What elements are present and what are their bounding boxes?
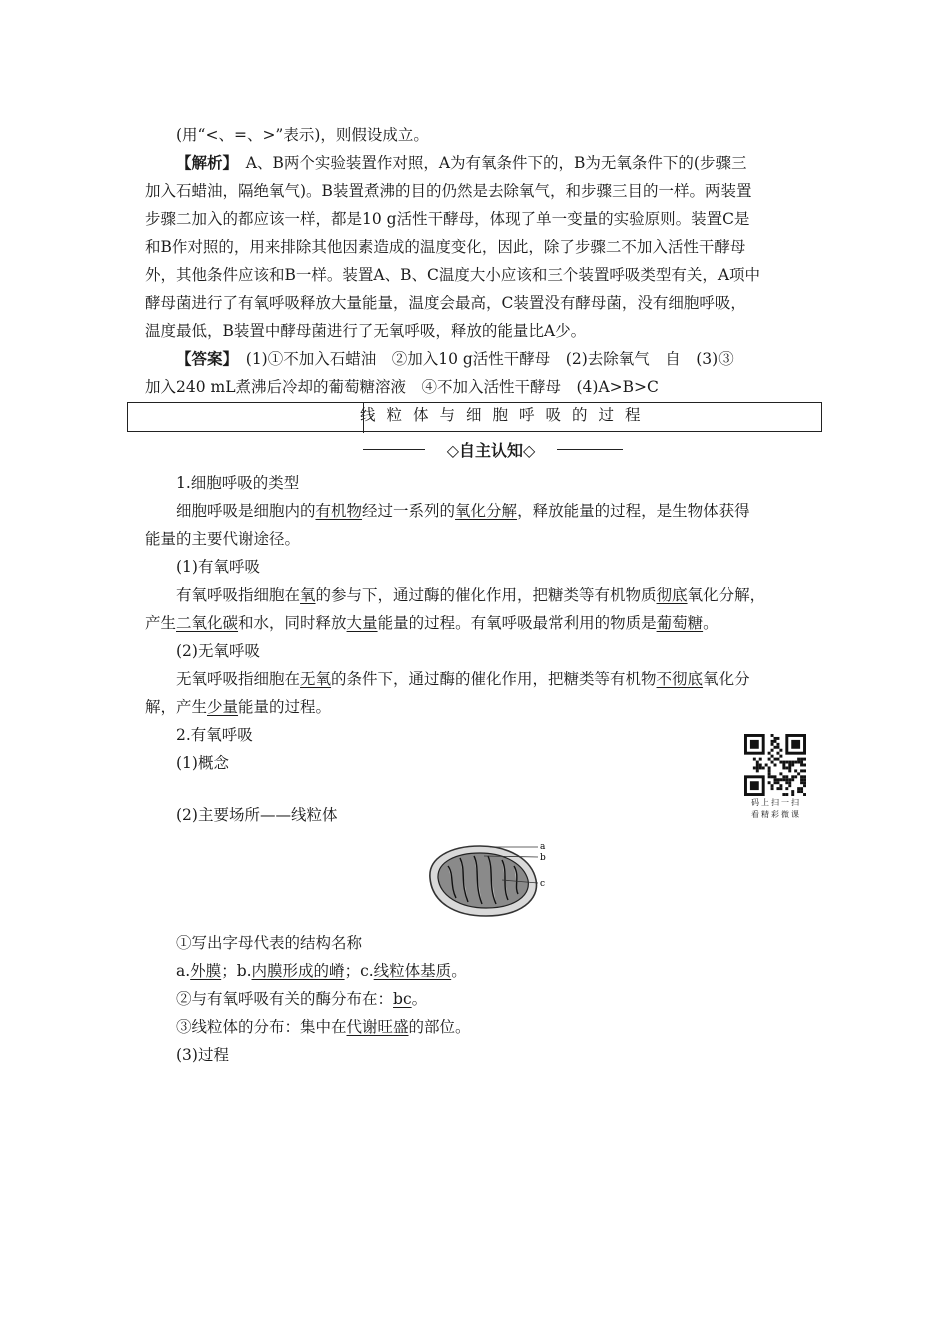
qr-module — [785, 778, 788, 781]
analysis-line: 【解析】 A、B两个实验装置作对照，A为有氧条件下的，B为无氧条件下的(步骤三 — [176, 154, 747, 172]
band-rule-left — [363, 449, 425, 450]
fill-blank: 不彻底 — [656, 670, 704, 688]
qr-module — [768, 781, 771, 784]
qr-module — [768, 766, 771, 769]
qr-module — [803, 775, 806, 778]
question-line: ②与有氧呼吸有关的酶分布在：bc。 — [176, 990, 428, 1008]
qr-module — [774, 781, 777, 784]
qr-module — [803, 758, 806, 761]
qr-module — [774, 775, 777, 778]
anaerobic-line: 解，产生少量能量的过程。 — [145, 698, 332, 716]
qr-module — [788, 766, 791, 769]
qr-module — [776, 787, 779, 790]
aerobic-line: 产生二氧化碳和水，同时释放大量能量的过程。有氧呼吸最常利用的物质是葡萄糖。 — [145, 614, 719, 632]
qr-module — [771, 755, 774, 758]
qr-module — [774, 746, 777, 749]
analysis-line: 温度最低，B装置中酵母菌进行了无氧呼吸，释放的能量比A少。 — [145, 322, 587, 340]
fig-label-b: b — [540, 853, 546, 863]
band-rule-right — [557, 449, 623, 450]
qr-module — [791, 778, 794, 781]
qr-module — [768, 769, 771, 772]
definition-line: 能量的主要代谢途径。 — [145, 530, 301, 548]
anaerobic-line: 无氧呼吸指细胞在无氧的条件下，通过酶的催化作用，把糖类等有机物不彻底氧化分 — [176, 670, 750, 688]
qr-module — [762, 766, 765, 769]
qr-module — [800, 781, 803, 784]
qr-module — [800, 790, 803, 793]
qr-module — [776, 758, 779, 761]
qr-module — [776, 778, 779, 781]
band-label: ◇自主认知◇ — [446, 441, 536, 460]
question-line: ①写出字母代表的结构名称 — [176, 934, 363, 952]
qr-module — [765, 764, 768, 767]
analysis-line: 外，其他条件应该和B一样。装置A、B、C温度大小应该和三个装置呼吸类型有关，A项中 — [145, 266, 761, 284]
fill-blank: 外膜 — [190, 962, 222, 980]
qr-module — [803, 781, 806, 784]
qr-module — [785, 793, 788, 796]
qr-module — [794, 761, 797, 764]
qr-module — [800, 778, 803, 781]
subsection-title: (3)过程 — [176, 1046, 229, 1064]
qr-module — [768, 772, 771, 775]
qr-module — [776, 781, 779, 784]
qr-module — [782, 793, 785, 796]
fill-blank: 大量 — [346, 614, 378, 632]
fill-blank: 二氧化碳 — [176, 614, 239, 632]
qr-module — [785, 787, 788, 790]
fill-blank: 氧 — [300, 586, 316, 604]
qr-module — [753, 758, 756, 761]
question-line: ③线粒体的分布：集中在代谢旺盛的部位。 — [176, 1018, 471, 1036]
qr-module — [794, 769, 797, 772]
qr-module — [771, 775, 774, 778]
qr-module — [800, 775, 803, 778]
analysis-tag: 【解析】 — [176, 154, 231, 172]
qr-module — [785, 781, 788, 784]
qr-module — [788, 781, 791, 784]
mitochondrion-figure — [420, 838, 560, 920]
qr-module — [797, 758, 800, 761]
qr-caption: 看精彩微课 — [751, 810, 801, 819]
subsection-title: (2)主要场所——线粒体 — [176, 806, 338, 824]
fig-label-a: a — [540, 842, 546, 852]
qr-module — [779, 755, 782, 758]
qr-module — [782, 775, 785, 778]
section-heading: 线粒体与细胞呼吸的过程 — [360, 406, 652, 424]
qr-module — [785, 775, 788, 778]
qr-module — [750, 781, 759, 790]
qr-module — [774, 740, 777, 743]
qr-module — [776, 743, 779, 746]
qr-module — [756, 764, 759, 767]
qr-module — [771, 749, 774, 752]
qr-module — [782, 761, 785, 764]
qr-module — [774, 778, 777, 781]
subsection-title: (2)无氧呼吸 — [176, 642, 260, 660]
qr-module — [797, 761, 800, 764]
subsection-title: (1)概念 — [176, 754, 229, 772]
qr-module — [785, 761, 788, 764]
fill-blank: 彻底 — [656, 586, 688, 604]
qr-module — [776, 752, 779, 755]
qr-module — [774, 737, 777, 740]
analysis-line: 和B作对照的，用来排除其他因素造成的温度变化，因此，除了步骤二不加入活性干酵母 — [145, 238, 746, 256]
qr-module — [771, 743, 774, 746]
qr-module — [797, 790, 800, 793]
qr-module — [768, 752, 771, 755]
fill-blank: 有机物 — [315, 502, 363, 520]
qr-module — [753, 766, 756, 769]
qr-module — [768, 758, 771, 761]
analysis-line: 加入石蜡油，隔绝氧气)。B装置煮沸的目的仍然是去除氧气，和步骤三目的一样。两装置 — [145, 182, 752, 200]
qr-module — [788, 764, 791, 767]
qr-module — [803, 784, 806, 787]
fill-blank: 少量 — [207, 698, 239, 716]
analysis-line: 酵母菌进行了有氧呼吸释放大量能量，温度会最高，C装置没有酵母菌，没有细胞呼吸， — [145, 294, 746, 312]
qr-module — [788, 769, 791, 772]
qr-module — [791, 790, 794, 793]
qr-caption: 码上扫一扫 — [751, 798, 801, 807]
qr-module — [785, 766, 788, 769]
qr-module — [803, 769, 806, 772]
qr-module — [779, 761, 782, 764]
qr-module — [774, 764, 777, 767]
qr-code-icon[interactable] — [744, 734, 806, 796]
answer-line: 加入240 mL煮沸后冷却的葡萄糖溶液 ④不加入活性干酵母 (4)A>B>C — [145, 378, 659, 396]
qr-module — [794, 775, 797, 778]
qr-module — [803, 764, 806, 767]
qr-module — [791, 764, 794, 767]
qr-module — [797, 787, 800, 790]
qr-module — [759, 764, 762, 767]
fill-blank: 线粒体基质 — [373, 962, 452, 980]
qr-module — [791, 761, 794, 764]
qr-module — [756, 769, 759, 772]
fill-blank: 内膜形成的嵴 — [251, 962, 345, 980]
qr-module — [788, 784, 791, 787]
qr-module — [756, 761, 759, 764]
qr-module — [779, 749, 782, 752]
qr-module — [768, 775, 771, 778]
fill-blank: 代谢旺盛 — [346, 1018, 409, 1036]
qr-module — [779, 772, 782, 775]
definition-line: 细胞呼吸是细胞内的有机物经过一系列的氧化分解，释放能量的过程，是生物体获得 — [176, 502, 750, 520]
fill-blank: 氧化分解 — [455, 502, 518, 520]
qr-module — [771, 740, 774, 743]
qr-module — [771, 734, 774, 737]
qr-module — [800, 764, 803, 767]
qr-module — [774, 758, 777, 761]
qr-module — [771, 761, 774, 764]
qr-module — [782, 778, 785, 781]
qr-module — [797, 772, 800, 775]
qr-module — [779, 787, 782, 790]
section-title: 2.有氧呼吸 — [176, 726, 253, 744]
qr-module — [800, 769, 803, 772]
fill-blank: bc — [393, 990, 412, 1008]
fig-label-c: c — [540, 879, 546, 889]
answer-tag: 【答案】 — [176, 350, 231, 368]
qr-module — [756, 766, 759, 769]
subsection-title: (1)有氧呼吸 — [176, 558, 260, 576]
fill-blank: 葡萄糖 — [656, 614, 704, 632]
qr-module — [782, 764, 785, 767]
question-line: a.外膜；b.内膜形成的嵴；c.线粒体基质。 — [176, 962, 467, 980]
qr-module — [800, 787, 803, 790]
answer-line: 【答案】 (1)①不加入石蜡油 ②加入10 g活性干酵母 (2)去除氧气 自 (3)③ — [176, 350, 734, 368]
qr-module — [779, 784, 782, 787]
qr-module — [788, 761, 791, 764]
section-title: 1.细胞呼吸的类型 — [176, 474, 300, 492]
qr-module — [776, 746, 779, 749]
qr-module — [750, 740, 759, 749]
fill-blank: 无氧 — [300, 670, 332, 688]
qr-module — [803, 778, 806, 781]
qr-module — [791, 793, 794, 796]
qr-module — [771, 787, 774, 790]
analysis-line: 步骤二加入的都应该一样，都是10 g活性干酵母，体现了单一变量的实验原则。装置C是 — [145, 210, 750, 228]
qr-module — [771, 784, 774, 787]
qr-module — [800, 758, 803, 761]
qr-module — [800, 761, 803, 764]
aerobic-line: 有氧呼吸指细胞在氧的参与下，通过酶的催化作用，把糖类等有机物质彻底氧化分解， — [176, 586, 766, 604]
qr-module — [782, 766, 785, 769]
paragraph-line: (用“<、=、>”表示)，则假设成立。 — [176, 126, 429, 144]
qr-module — [759, 766, 762, 769]
qr-module — [791, 775, 794, 778]
qr-module — [791, 740, 800, 749]
qr-module — [803, 793, 806, 796]
qr-module — [776, 737, 779, 740]
qr-module — [788, 778, 791, 781]
qr-module — [759, 758, 762, 761]
section-band — [355, 438, 625, 460]
qr-module — [779, 778, 782, 781]
